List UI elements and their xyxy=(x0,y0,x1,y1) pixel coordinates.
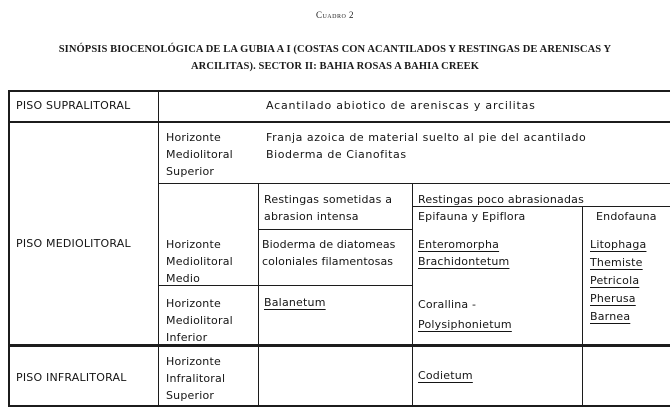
header-epifauna: Epifauna y Epiflora xyxy=(418,210,526,223)
header-restingas-poco: Restingas poco abrasionadas xyxy=(418,193,584,206)
horizonte-medio-label: Horizonte Mediolitoral Medio xyxy=(166,238,233,285)
piso-infralitoral-label: PISO INFRALITORAL xyxy=(16,371,127,384)
column-divider-3 xyxy=(412,183,413,407)
table-title-line-2: ARCILITAS). SECTOR II: BAHIA ROSAS A BAHIA CREEK xyxy=(191,61,479,72)
supralitoral-description: Acantilado abiotico de areniscas y arcilitas xyxy=(266,99,536,112)
column-divider-2 xyxy=(258,183,259,407)
header-divider-intensa xyxy=(258,229,412,230)
medio-intensa-content: Bioderma de diatomeas coloniales filamentosas xyxy=(262,238,396,268)
piso-supralitoral-label: PISO SUPRALITORAL xyxy=(16,99,131,112)
superior-content: Franja azoica de material suelto al pie del acantilado Bioderma de Cianofitas xyxy=(266,131,587,161)
table-number: Cuadro 2 xyxy=(315,10,355,20)
horizonte-superior-label: Horizonte Mediolitoral Superior xyxy=(166,131,233,178)
endofauna-species-list: Litophaga Themiste Petricola Pherusa Barnea xyxy=(590,238,647,323)
table-left-border xyxy=(8,90,10,407)
horizonte-infralitoral-label: Horizonte Infralitoral Superior xyxy=(166,355,226,402)
row-divider-supra xyxy=(8,121,670,123)
table-title-line-1: SINÓPSIS BIOCENOLÓGICA DE LA GUBIA A I (COSTAS CON ACANTILADOS Y RESTINGAS DE ARENISCAS Y xyxy=(58,44,612,55)
column-divider-4 xyxy=(582,206,583,407)
table-top-border xyxy=(8,90,670,92)
piso-mediolitoral-label: PISO MEDIOLITORAL xyxy=(16,237,131,250)
medio-epifauna-content: Enteromorpha Brachidontetum xyxy=(418,238,510,268)
header-endofauna: Endofauna xyxy=(596,210,657,223)
column-divider-1 xyxy=(158,90,159,407)
infralitoral-epifauna-content: Codietum xyxy=(418,369,473,382)
table-bottom-border xyxy=(8,405,670,407)
inferior-epifauna-content: Corallina - Polysiphonietum xyxy=(418,298,512,331)
horizonte-inferior-label: Horizonte Mediolitoral Inferior xyxy=(166,297,233,344)
row-divider-infra xyxy=(8,344,670,347)
row-divider-superior xyxy=(158,183,670,184)
inferior-intensa-content: Balanetum xyxy=(264,296,326,309)
header-restingas-sometidas: Restingas sometidas a abrasion intensa xyxy=(264,193,393,223)
